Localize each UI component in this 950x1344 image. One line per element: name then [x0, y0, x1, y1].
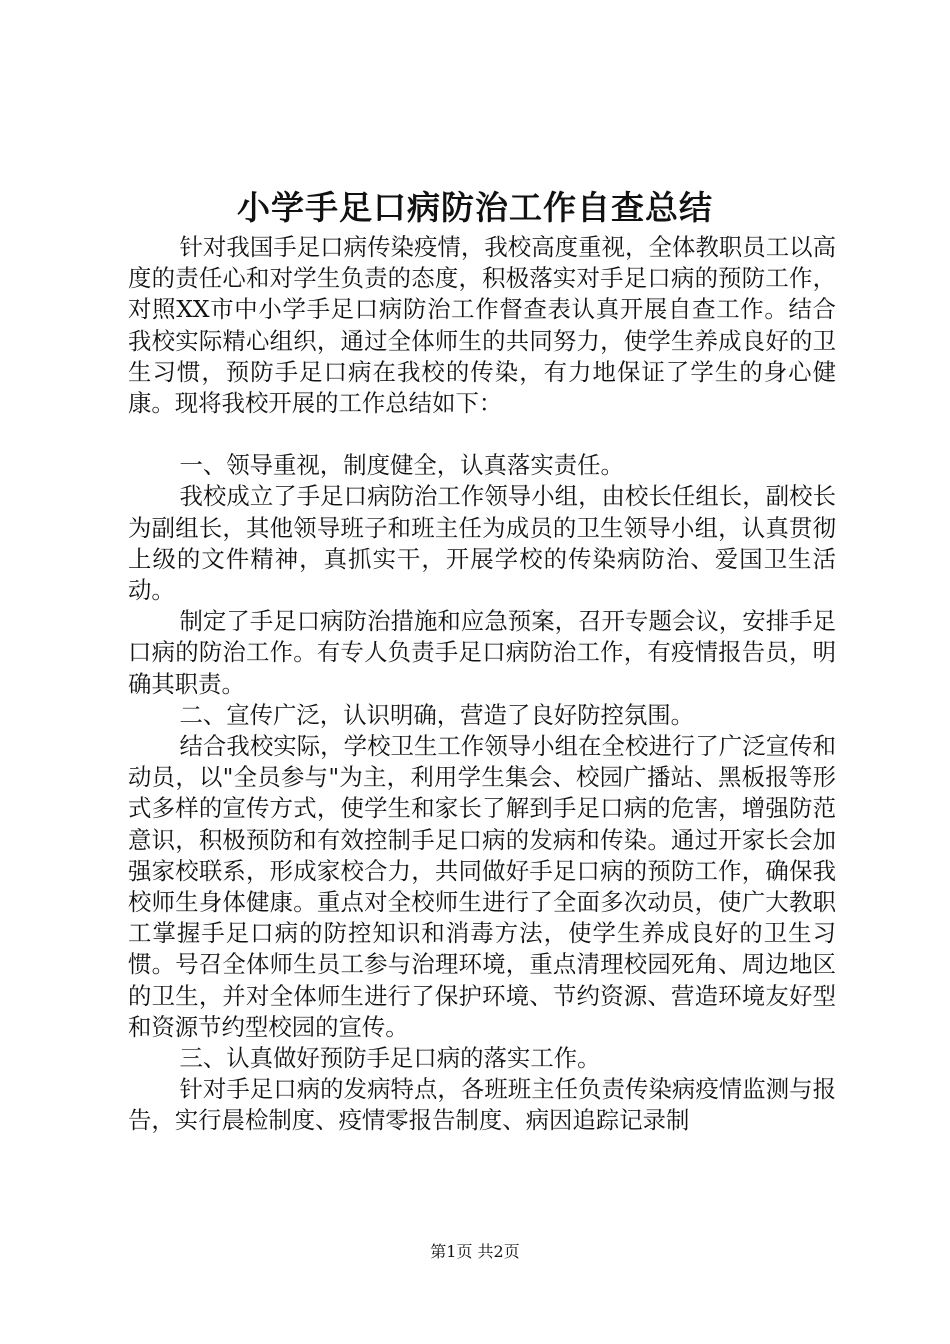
paragraph: 针对手足口病的发病特点，各班班主任负责传染病疫情监测与报告，实行晨检制度、疫情零报告制度、病因追踪记录制	[128, 1075, 836, 1135]
section-heading-1: 一、领导重视，制度健全，认真落实责任。	[179, 451, 624, 480]
paragraph: 我校成立了手足口病防治工作领导小组，由校长任组长，副校长为副组长，其他领导班子和班主任为成员的卫生领导小组，认真贯彻上级的文件精神，真抓实干，开展学校的传染病防治、爱国卫生活动。	[128, 482, 836, 605]
page-number-footer: 第1页 共2页	[430, 1242, 520, 1261]
paragraph-intro: 针对我国手足口病传染疫情，我校高度重视，全体教职员工以高度的责任心和对学生负责的态度，积极落实对手足口病的预防工作，对照XX市中小学手足口病防治工作督查表认真开展自查工作。结合我校实际精心组织，通过全体师生的共同努力，使学生养成良好的卫生习惯，预防手足口病在我校的传染，有力地保证了学生的身心健康。现将我校开展的工作总结如下：	[128, 233, 836, 418]
paragraph: 制定了手足口病防治措施和应急预案，召开专题会议，安排手足口病的防治工作。有专人负责手足口病防治工作，有疫情报告员，明确其职责。	[128, 607, 836, 698]
section-heading-2: 二、宣传广泛，认识明确，营造了良好防控氛围。	[179, 700, 695, 729]
paragraph-spacer	[128, 419, 836, 450]
section-heading-3: 三、认真做好预防手足口病的落实工作。	[179, 1044, 601, 1073]
paragraph: 结合我校实际，学校卫生工作领导小组在全校进行了广泛宣传和动员，以"全员参与"为主，利用学生集会、校园广播站、黑板报等形式多样的宣传方式，使学生和家长了解到手足口病的危害，增强防范意识，积极预防和有效控制手足口病的发病和传染。通过开家长会加强家校联系，形成家校合力，共同做好手足口病的预防工作，确保我校师生身体健康。重点对全校师生进行了全面多次动员，使广大教职工掌握手足口病的防控知识和消毒方法，使学生养成良好的卫生习惯。号召全体师生员工参与治理环境，重点清理校园死角、周边地区的卫生，并对全体师生进行了保护环境、节约资源、营造环境友好型和资源节约型校园的宣传。	[128, 732, 836, 1041]
document-title: 小学手足口病防治工作自查总结	[237, 188, 713, 227]
document-body	[128, 232, 836, 1137]
